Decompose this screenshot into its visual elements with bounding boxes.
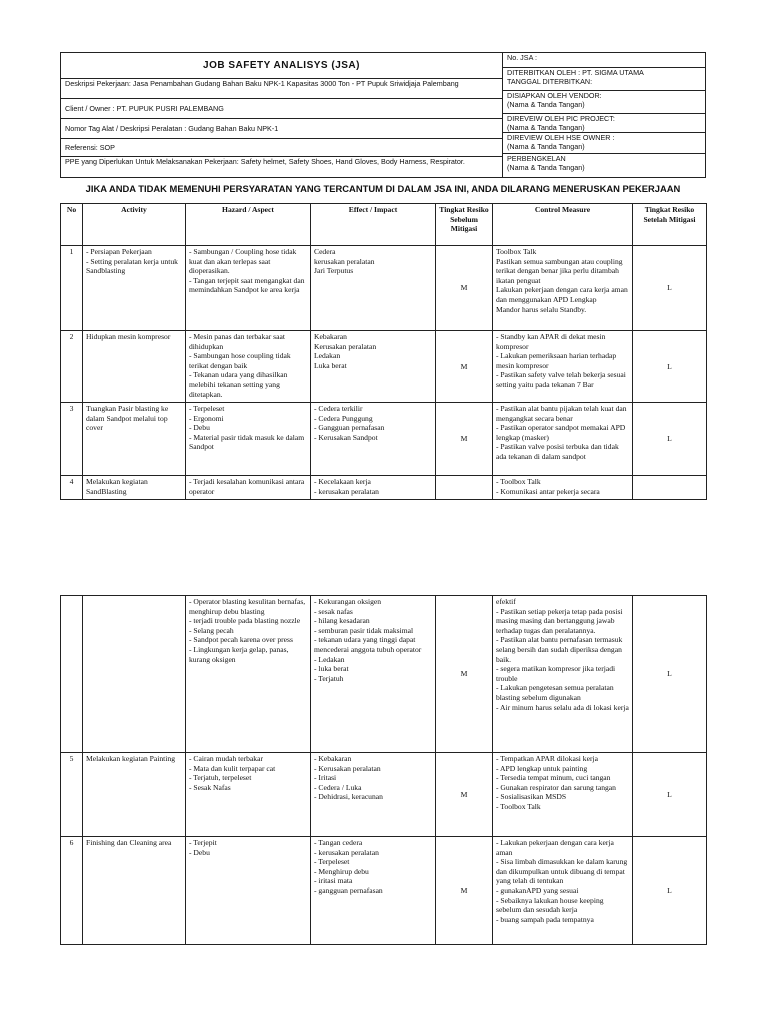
prepared-by-vendor: DISIAPKAN OLEH VENDOR: (Nama & Tanda Tangan)	[503, 91, 705, 114]
table-row	[61, 476, 707, 500]
effect-cell: Kebakaran Kerusakan peralatan Ledakan Luka berat	[311, 331, 436, 403]
hazard-cell: - Terpeleset - Ergonomi - Debu - Material pasir tidak masuk ke dalam Sandpot	[186, 403, 311, 476]
control-measure-cell: Toolbox Talk Pastikan semua sambungan atau coupling terikat dengan benar jika perlu ditambah ikatan penguat Lakukan pekerjaan dengan cara kerja aman dan menggunakan APD Lengkap Mandor harus selalu Standby.	[493, 246, 633, 331]
activity-cell: Finishing dan Cleaning area	[83, 837, 186, 945]
table-row	[61, 837, 707, 945]
risk-after-cell: L	[633, 403, 707, 476]
table-row	[61, 331, 707, 403]
risk-before-cell: M	[436, 837, 493, 945]
col-risk-after: Tingkat Resiko Setelah Mitigasi	[633, 204, 707, 246]
row-number	[61, 596, 83, 753]
jsa-number: No. JSA :	[503, 53, 705, 68]
risk-before-cell: M	[436, 246, 493, 331]
table-row	[61, 246, 707, 331]
effect-cell: - Kekurangan oksigen - sesak nafas - hilang kesadaran - semburan pasir tidak maksimal - tekanan udara yang tinggi dapat mencederai anggota tubuh operator - Ledakan - luka berat - Terjatuh	[311, 596, 436, 753]
activity-cell: Melakukan kegiatan Painting	[83, 753, 186, 837]
document-title: JOB SAFETY ANALISYS (JSA)	[61, 53, 502, 79]
control-measure-cell: - Pastikan alat bantu pijakan telah kuat dan mengangkat secara benar - Pastikan operator sandpot memakai APD lengkap (masker) - Pastikan valve posisi terbuka dan tidak ada tekanan di dalam sandpot	[493, 403, 633, 476]
effect-cell: - Kebakaran - Kerusakan peralatan - Iritasi - Cedera / Luka - Dehidrasi, keracunan	[311, 753, 436, 837]
row-number: 1	[61, 246, 83, 331]
jsa-table-page1	[60, 203, 707, 500]
hazard-cell: - Sambungan / Coupling hose tidak kuat dan akan terlepas saat dioperasikan. - Tangan terjepit saat mengangkat dan memindahkan Sandpot ke area kerja	[186, 246, 311, 331]
col-risk-before: Tingkat Resiko Sebelum Mitigasi	[436, 204, 493, 246]
risk-before-cell: M	[436, 403, 493, 476]
risk-after-cell: L	[633, 596, 707, 753]
row-number: 5	[61, 753, 83, 837]
table-body-page1	[61, 246, 707, 500]
reference: Referensi: SOP	[61, 139, 502, 157]
table-header-row	[61, 204, 707, 246]
workshop-signature: PERBENGKELAN (Nama & Tanda Tangan)	[507, 154, 585, 172]
row-number: 4	[61, 476, 83, 500]
activity-cell	[83, 596, 186, 753]
ppe-required: PPE yang Diperlukan Untuk Melaksanakan Pekerjaan: Safety helmet, Safety Shoes, Hand Gloves, Body Harness, Respirator.	[65, 157, 465, 166]
hazard-cell: - Cairan mudah terbakar - Mata dan kulit terpapar cat - Terjatuh, terpeleset - Sesak Nafas	[186, 753, 311, 837]
risk-after-cell: L	[633, 246, 707, 331]
header-left	[61, 53, 503, 177]
reviewed-by-hse: DIREVIEW OLEH HSE OWNER : (Nama & Tanda Tangan)	[503, 133, 705, 154]
risk-before-cell: M	[436, 331, 493, 403]
tag-number: Nomor Tag Alat / Deskripsi Peralatan : Gudang Bahan Baku NPK-1	[61, 119, 502, 139]
activity-cell: - Persiapan Pekerjaan - Setting peralatan kerja untuk Sandblasting	[83, 246, 186, 331]
activity-cell: Melakukan kegiatan SandBlasting	[83, 476, 186, 500]
jsa-table-page2	[60, 595, 707, 945]
job-description: Deskripsi Pekerjaan: Jasa Penambahan Gudang Bahan Baku NPK-1 Kapasitas 3000 Ton - PT Pupuk Sriwidjaja Palembang	[61, 79, 502, 99]
table-row	[61, 753, 707, 837]
effect-cell: Cedera kerusakan peralatan Jari Terputus	[311, 246, 436, 331]
table-body-page2	[61, 596, 707, 945]
hazard-cell: - Operator blasting kesulitan bernafas, menghirup debu blasting - terjadi trouble pada blasting nozzle - Selang pecah - Sandpot pecah karena over press - Lingkungan kerja gelap, panas, kurang oksigen	[186, 596, 311, 753]
risk-before-cell	[436, 476, 493, 500]
risk-after-cell: L	[633, 753, 707, 837]
control-measure-cell: - Toolbox Talk - Komunikasi antar pekerja secara	[493, 476, 633, 500]
risk-after-cell: L	[633, 331, 707, 403]
row-number: 2	[61, 331, 83, 403]
hazard-cell: - Terjepit - Debu	[186, 837, 311, 945]
table-row	[61, 403, 707, 476]
risk-after-cell	[633, 476, 707, 500]
control-measure-cell: efektif - Pastikan setiap pekerja tetap pada posisi masing masing dan bertanggung jawab terhadap tugas dan peralatannya. - Pastikan alat bantu pernafasan termasuk selang bersih dan sudah diperiksa dengan baik. - segera matikan kompresor jika terjadi trouble - Lakukan pengetesan semua peralatan blasting sebelum digunakan - Air minum harus selalu ada di lokasi kerja	[493, 596, 633, 753]
row-number: 3	[61, 403, 83, 476]
hazard-cell: - Terjadi kesalahan komunikasi antara operator	[186, 476, 311, 500]
col-effect: Effect / Impact	[311, 204, 436, 246]
effect-cell: - Kecelakaan kerja - kerusakan peralatan	[311, 476, 436, 500]
effect-cell: - Cedera terkilir - Cedera Punggung - Gangguan pernafasan - Kerusakan Sandpot	[311, 403, 436, 476]
col-no: No	[61, 204, 83, 246]
table-row	[61, 596, 707, 753]
jsa-header	[60, 52, 706, 178]
effect-cell: - Tangan cedera - kerusakan peralatan - Terpeleset - Menghirup debu - iritasi mata - gangguan pernafasan	[311, 837, 436, 945]
control-measure-cell: - Tempatkan APAR dilokasi kerja - APD lengkap untuk painting - Tersedia tempat minum, cuci tangan - Gunakan respirator dan sarung tangan - Sosialisasikan MSDS - Toolbox Talk	[493, 753, 633, 837]
activity-cell: Hidupkan mesin kompresor	[83, 331, 186, 403]
risk-before-cell: M	[436, 596, 493, 753]
activity-cell: Tuangkan Pasir blasting ke dalam Sandpot melalui top cover	[83, 403, 186, 476]
risk-after-cell: L	[633, 837, 707, 945]
client-owner: Client / Owner : PT. PUPUK PUSRI PALEMBANG	[61, 99, 502, 119]
warning-banner: JIKA ANDA TIDAK MEMENUHI PERSYARATAN YANG TERCANTUM DI DALAM JSA INI, ANDA DILARANG MENERUSKAN PEKERJAAN	[85, 183, 681, 194]
col-control: Control Measure	[493, 204, 633, 246]
col-hazard: Hazard / Aspect	[186, 204, 311, 246]
reviewed-by-pic: DIREVEIW OLEH PIC PROJECT: (Nama & Tanda Tangan)	[503, 114, 705, 133]
issued-by: DITERBITKAN OLEH : PT. SIGMA UTAMA TANGGAL DITERBITKAN:	[503, 68, 705, 91]
control-measure-cell: - Standby kan APAR di dekat mesin kompresor - Lakukan pemeriksaan harian terhadap mesin kompresor - Pastikan safety valve telah bekerja sesuai setting yaitu pada tekanan 7 Bar	[493, 331, 633, 403]
col-activity: Activity	[83, 204, 186, 246]
control-measure-cell: - Lakukan pekerjaan dengan cara kerja aman - Sisa limbah dimasukkan ke dalam karung dan dikumpulkan untuk dibuang di tempat yang telah di tentukan - gunakanAPD yang sesuai - Sebaiknya lakukan house keeping sebelum dan sesudah kerja - buang sampah pada tempatnya	[493, 837, 633, 945]
row-number: 6	[61, 837, 83, 945]
hazard-cell: - Mesin panas dan terbakar saat dihidupkan - Sambungan hose coupling tidak terikat dengan baik - Tekanan udara yang dihasilkan melebihi tekanan setting yang ditetapkan.	[186, 331, 311, 403]
header-right	[503, 53, 705, 177]
risk-before-cell: M	[436, 753, 493, 837]
